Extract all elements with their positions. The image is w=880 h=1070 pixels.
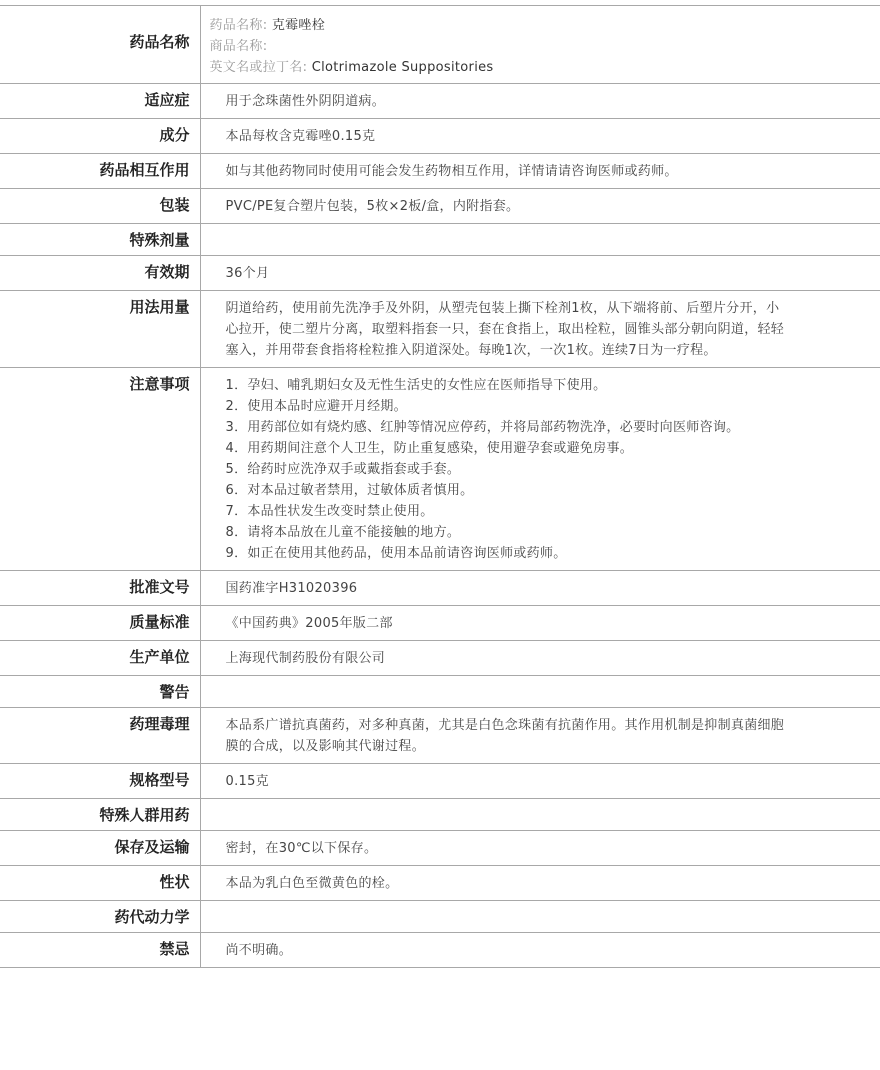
row-precautions bbox=[0, 368, 880, 571]
precaution-item: 6．对本品过敏者禁用，过敏体质者慎用。 bbox=[225, 483, 474, 498]
row-approval-number bbox=[0, 571, 880, 606]
storage-label: 保存及运输 bbox=[0, 831, 200, 866]
row-shelf-life bbox=[0, 256, 880, 291]
quality-standard-label: 质量标准 bbox=[0, 606, 200, 641]
row-special-populations bbox=[0, 799, 880, 831]
row-pharmacology bbox=[0, 708, 880, 764]
pharmacokinetics-value bbox=[200, 901, 880, 933]
precaution-item: 1．孕妇、哺乳期妇女及无性生活史的女性应在医师指导下使用。 bbox=[225, 378, 607, 393]
precaution-item: 8．请将本品放在儿童不能接触的地方。 bbox=[225, 525, 461, 540]
precaution-item: 4．用药期间注意个人卫生，防止重复感染，使用避孕套或避免房事。 bbox=[225, 441, 634, 456]
indications-value: 用于念珠菌性外阴阴道病。 bbox=[200, 84, 880, 119]
manufacturer-value: 上海现代制药股份有限公司 bbox=[200, 641, 880, 676]
warning-label: 警告 bbox=[0, 676, 200, 708]
precaution-item: 3．用药部位如有烧灼感、红肿等情况应停药，并将局部药物洗净，必要时向医师咨询。 bbox=[225, 420, 740, 435]
packaging-label: 包装 bbox=[0, 189, 200, 224]
ingredients-label: 成分 bbox=[0, 119, 200, 154]
generic-name-line bbox=[210, 15, 871, 36]
packaging-value: PVC/PE复合塑片包装，5枚×2板/盒，内附指套。 bbox=[200, 189, 880, 224]
row-ingredients bbox=[0, 119, 880, 154]
description-label: 性状 bbox=[0, 866, 200, 901]
manufacturer-label: 生产单位 bbox=[0, 641, 200, 676]
row-quality-standard bbox=[0, 606, 880, 641]
interactions-label: 药品相互作用 bbox=[0, 154, 200, 189]
row-pharmacokinetics bbox=[0, 901, 880, 933]
drug-name-cell bbox=[200, 6, 880, 84]
description-value: 本品为乳白色至微黄色的栓。 bbox=[200, 866, 880, 901]
special-populations-value bbox=[200, 799, 880, 831]
shelf-life-label: 有效期 bbox=[0, 256, 200, 291]
row-description bbox=[0, 866, 880, 901]
ingredients-value: 本品每枚含克霉唑0.15克 bbox=[200, 119, 880, 154]
generic-name-value: 克霉唑栓 bbox=[271, 18, 326, 33]
specification-label: 规格型号 bbox=[0, 764, 200, 799]
precaution-item: 9．如正在使用其他药品，使用本品前请咨询医师或药师。 bbox=[225, 546, 567, 561]
row-storage bbox=[0, 831, 880, 866]
row-drug-name bbox=[0, 6, 880, 84]
english-name-key: 英文名或拉丁名: bbox=[209, 60, 308, 75]
english-name-value: Clotrimazole Suppositories bbox=[311, 60, 494, 75]
pharmacokinetics-label: 药代动力学 bbox=[0, 901, 200, 933]
storage-value: 密封，在30℃以下保存。 bbox=[200, 831, 880, 866]
precautions-list bbox=[200, 368, 880, 571]
trade-name-line bbox=[210, 36, 871, 57]
row-manufacturer bbox=[0, 641, 880, 676]
precautions-label: 注意事项 bbox=[0, 368, 200, 571]
usage-label: 用法用量 bbox=[0, 291, 200, 368]
english-name-line bbox=[210, 57, 871, 78]
row-usage bbox=[0, 291, 880, 368]
row-special-dosage bbox=[0, 224, 880, 256]
precaution-item: 7．本品性状发生改变时禁止使用。 bbox=[225, 504, 434, 519]
specification-value: 0.15克 bbox=[200, 764, 880, 799]
special-populations-label: 特殊人群用药 bbox=[0, 799, 200, 831]
approval-number-label: 批准文号 bbox=[0, 571, 200, 606]
drug-info-table bbox=[0, 5, 880, 968]
usage-value: 阴道给药，使用前先洗净手及外阴，从塑壳包装上撕下栓剂1枚，从下端将前、后塑片分开，小心拉开，使二塑片分离，取塑料指套一只，套在食指上，取出栓粒，圆锥头部分朝向阴道，轻轻塞入，并用带套食指将栓粒推入阴道深处。每晚1次，一次1枚。连续7日为一疗程。 bbox=[200, 291, 880, 368]
row-indications bbox=[0, 84, 880, 119]
drug-info-sheet bbox=[0, 5, 880, 968]
interactions-value: 如与其他药物同时使用可能会发生药物相互作用，详情请请咨询医师或药师。 bbox=[200, 154, 880, 189]
row-warning bbox=[0, 676, 880, 708]
approval-number-value: 国药准字H31020396 bbox=[200, 571, 880, 606]
contraindications-label: 禁忌 bbox=[0, 933, 200, 968]
special-dosage-value bbox=[200, 224, 880, 256]
row-specification bbox=[0, 764, 880, 799]
precaution-item: 2．使用本品时应避开月经期。 bbox=[225, 399, 407, 414]
quality-standard-value: 《中国药典》2005年版二部 bbox=[200, 606, 880, 641]
drug-name-label: 药品名称 bbox=[0, 6, 200, 84]
special-dosage-label: 特殊剂量 bbox=[0, 224, 200, 256]
warning-value bbox=[200, 676, 880, 708]
row-packaging bbox=[0, 189, 880, 224]
contraindications-value: 尚不明确。 bbox=[200, 933, 880, 968]
row-interactions bbox=[0, 154, 880, 189]
indications-label: 适应症 bbox=[0, 84, 200, 119]
pharmacology-value: 本品系广谱抗真菌药，对多种真菌，尤其是白色念珠菌有抗菌作用。其作用机制是抑制真菌细胞膜的合成，以及影响其代谢过程。 bbox=[200, 708, 880, 764]
precaution-item: 5．给药时应洗净双手或戴指套或手套。 bbox=[225, 462, 461, 477]
row-contraindications bbox=[0, 933, 880, 968]
generic-name-key: 药品名称: bbox=[209, 18, 268, 33]
trade-name-key: 商品名称: bbox=[209, 39, 268, 54]
shelf-life-value: 36个月 bbox=[200, 256, 880, 291]
pharmacology-label: 药理毒理 bbox=[0, 708, 200, 764]
